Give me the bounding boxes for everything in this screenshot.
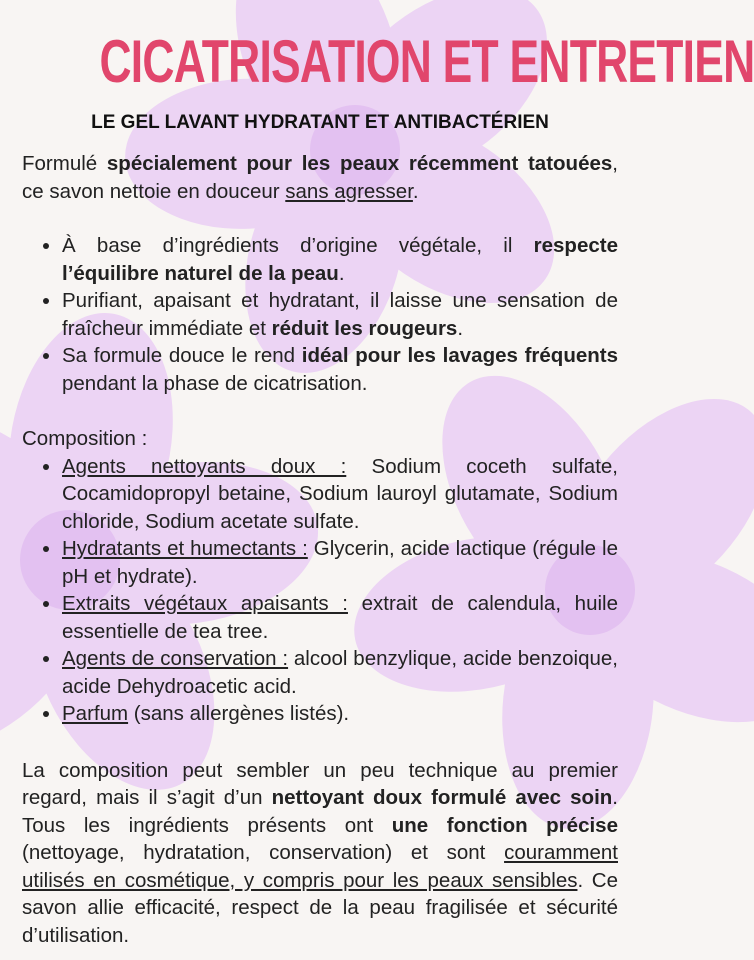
intro-text-2: , ce savon nettoie en douceur	[22, 152, 618, 203]
list-item: • Hydratants et humectants : Glycerin, acide lactique (régule le pH et hydrate).	[62, 535, 618, 590]
list-item: • Purifiant, apaisant et hydratant, il laisse une sensation de fraîcheur immédiate et réduit les rougeurs.	[62, 287, 618, 342]
intro-text-1: Formulé	[22, 152, 107, 175]
list-item: • À base d’ingrédients d’origine végétale, il respecte l’équilibre naturel de la peau.	[62, 232, 618, 287]
page-subtitle: LE GEL LAVANT HYDRATANT ET ANTIBACTÉRIEN	[91, 112, 549, 133]
list-item: • Parfum (sans allergènes listés).	[62, 700, 618, 728]
page-title: CICATRISATION ET ENTRETIEN	[99, 28, 754, 95]
intro-paragraph	[22, 150, 618, 205]
list-item: • Agents nettoyants doux : Sodium coceth sulfate, Cocamidopropyl betaine, Sodium lauroyl glutamate, Sodium chloride, Sodium acetate sulfate.	[62, 453, 618, 536]
benefits-list	[22, 232, 618, 397]
composition-heading: Composition :	[22, 427, 148, 450]
intro-bold-1: spécialement pour les peaux récemment tatouées	[106, 152, 613, 175]
intro-underline-1: sans agresser	[285, 179, 413, 203]
list-item: • Sa formule douce le rend idéal pour les lavages fréquents pendant la phase de cicatrisation.	[62, 342, 618, 397]
list-item: • Extraits végétaux apaisants : extrait de calendula, huile essentielle de tea tree.	[62, 590, 618, 645]
list-item: • Agents de conservation : alcool benzylique, acide benzoique, acide Dehydroacetic acid.	[62, 645, 618, 700]
intro-text-3: .	[412, 179, 419, 203]
conclusion-paragraph: La composition peut sembler un peu technique au premier regard, mais il s’agit d’un nettoyant doux formulé avec soin. Tous les ingrédients présents ont une fonction précise (nettoyage, hydratation, conservation) et sont couramment utilisés en cosmétique, y compris pour les peaux sensibles. Ce savon allie efficacité, respect de la peau fragilisée et sécurité d’utilisation.	[22, 758, 618, 947]
composition-list	[22, 453, 618, 728]
